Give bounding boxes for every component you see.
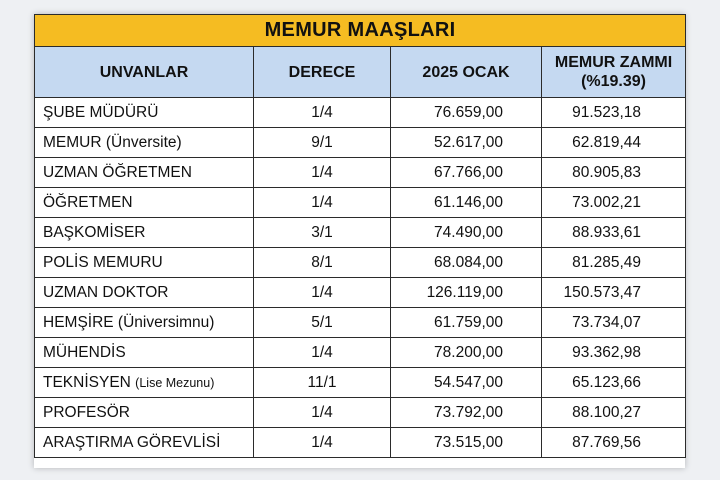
cell-unvan xyxy=(35,248,254,278)
cell-2025-ocak: 73.515,00 xyxy=(391,428,542,458)
cell-derece: 1/4 xyxy=(254,98,391,128)
table-row xyxy=(35,278,686,308)
cell-memur-zammi: 150.573,47 xyxy=(542,278,686,308)
table-title: MEMUR MAAŞLARI xyxy=(35,15,686,47)
unvan-text: BAŞKOMİSER xyxy=(43,223,146,241)
table-row xyxy=(35,308,686,338)
unvan-text: HEMŞİRE ( xyxy=(43,313,124,331)
cell-2025-ocak: 68.084,00 xyxy=(391,248,542,278)
cell-memur-zammi: 91.523,18 xyxy=(542,98,686,128)
cell-memur-zammi: 88.933,61 xyxy=(542,218,686,248)
unvan-text: POLİS MEMURU xyxy=(43,253,163,271)
cell-derece: 8/1 xyxy=(254,248,391,278)
cell-derece: 1/4 xyxy=(254,398,391,428)
cell-unvan xyxy=(35,368,254,398)
cell-2025-ocak: 73.792,00 xyxy=(391,398,542,428)
cell-2025-ocak: 61.759,00 xyxy=(391,308,542,338)
unvan-text: PROFESÖR xyxy=(43,403,130,421)
cell-2025-ocak: 74.490,00 xyxy=(391,218,542,248)
cell-2025-ocak: 126.119,00 xyxy=(391,278,542,308)
cell-memur-zammi: 87.769,56 xyxy=(542,428,686,458)
table-row xyxy=(35,398,686,428)
cell-memur-zammi: 73.734,07 xyxy=(542,308,686,338)
cell-derece: 3/1 xyxy=(254,218,391,248)
cell-unvan xyxy=(35,218,254,248)
cell-2025-ocak: 61.146,00 xyxy=(391,188,542,218)
cell-2025-ocak: 67.766,00 xyxy=(391,158,542,188)
cell-derece: 1/4 xyxy=(254,428,391,458)
header-memur-zammi-line1: MEMUR ZAMMI xyxy=(554,54,673,71)
table-row xyxy=(35,128,686,158)
unvan-text: UZMAN DOKTOR xyxy=(43,283,169,301)
cell-derece: 5/1 xyxy=(254,308,391,338)
table-row xyxy=(35,218,686,248)
cell-unvan xyxy=(35,338,254,368)
cell-unvan xyxy=(35,398,254,428)
cell-unvan xyxy=(35,278,254,308)
table-row xyxy=(35,338,686,368)
cell-2025-ocak: 78.200,00 xyxy=(391,338,542,368)
cell-2025-ocak: 52.617,00 xyxy=(391,128,542,158)
cell-unvan xyxy=(35,188,254,218)
cell-unvan xyxy=(35,98,254,128)
table-row xyxy=(35,158,686,188)
cell-derece: 9/1 xyxy=(254,128,391,158)
salary-table xyxy=(34,14,686,458)
unvan-text: MÜHENDİS xyxy=(43,343,126,361)
unvan-note: Ünversite) xyxy=(111,133,182,151)
cell-derece: 1/4 xyxy=(254,338,391,368)
unvan-text: ŞUBE MÜDÜRÜ xyxy=(43,103,159,121)
table-row xyxy=(35,98,686,128)
table-row xyxy=(35,188,686,218)
table-row xyxy=(35,428,686,458)
cell-unvan xyxy=(35,128,254,158)
cell-unvan xyxy=(35,308,254,338)
cell-memur-zammi: 65.123,66 xyxy=(542,368,686,398)
header-unvanlar: UNVANLAR xyxy=(35,47,254,98)
cell-2025-ocak: 54.547,00 xyxy=(391,368,542,398)
table-row xyxy=(35,248,686,278)
cell-derece: 11/1 xyxy=(254,368,391,398)
unvan-text: ARAŞTIRMA GÖREVLİSİ xyxy=(43,433,221,451)
header-derece: DERECE xyxy=(254,47,391,98)
cell-memur-zammi: 93.362,98 xyxy=(542,338,686,368)
cell-derece: 1/4 xyxy=(254,188,391,218)
cell-derece: 1/4 xyxy=(254,278,391,308)
cell-memur-zammi: 81.285,49 xyxy=(542,248,686,278)
cell-unvan xyxy=(35,158,254,188)
unvan-note: (Lise Mezunu) xyxy=(135,375,215,390)
cell-2025-ocak: 76.659,00 xyxy=(391,98,542,128)
cell-memur-zammi: 88.100,27 xyxy=(542,398,686,428)
header-memur-zammi-line2: (%19.39) xyxy=(581,73,646,90)
cell-memur-zammi: 80.905,83 xyxy=(542,158,686,188)
unvan-text: UZMAN ÖĞRETMEN xyxy=(43,163,192,181)
header-memur-zammi xyxy=(542,47,686,98)
unvan-text: ÖĞRETMEN xyxy=(43,193,133,211)
unvan-text: MEMUR ( xyxy=(43,133,112,151)
header-row xyxy=(35,47,686,98)
cell-memur-zammi: 62.819,44 xyxy=(542,128,686,158)
unvan-note: Üniversimnu) xyxy=(123,313,215,331)
cell-derece: 1/4 xyxy=(254,158,391,188)
header-2025-ocak: 2025 OCAK xyxy=(391,47,542,98)
table-row xyxy=(35,368,686,398)
unvan-text: TEKNİSYEN xyxy=(43,373,136,391)
cell-memur-zammi: 73.002,21 xyxy=(542,188,686,218)
salary-table-card xyxy=(34,14,685,468)
cell-unvan xyxy=(35,428,254,458)
